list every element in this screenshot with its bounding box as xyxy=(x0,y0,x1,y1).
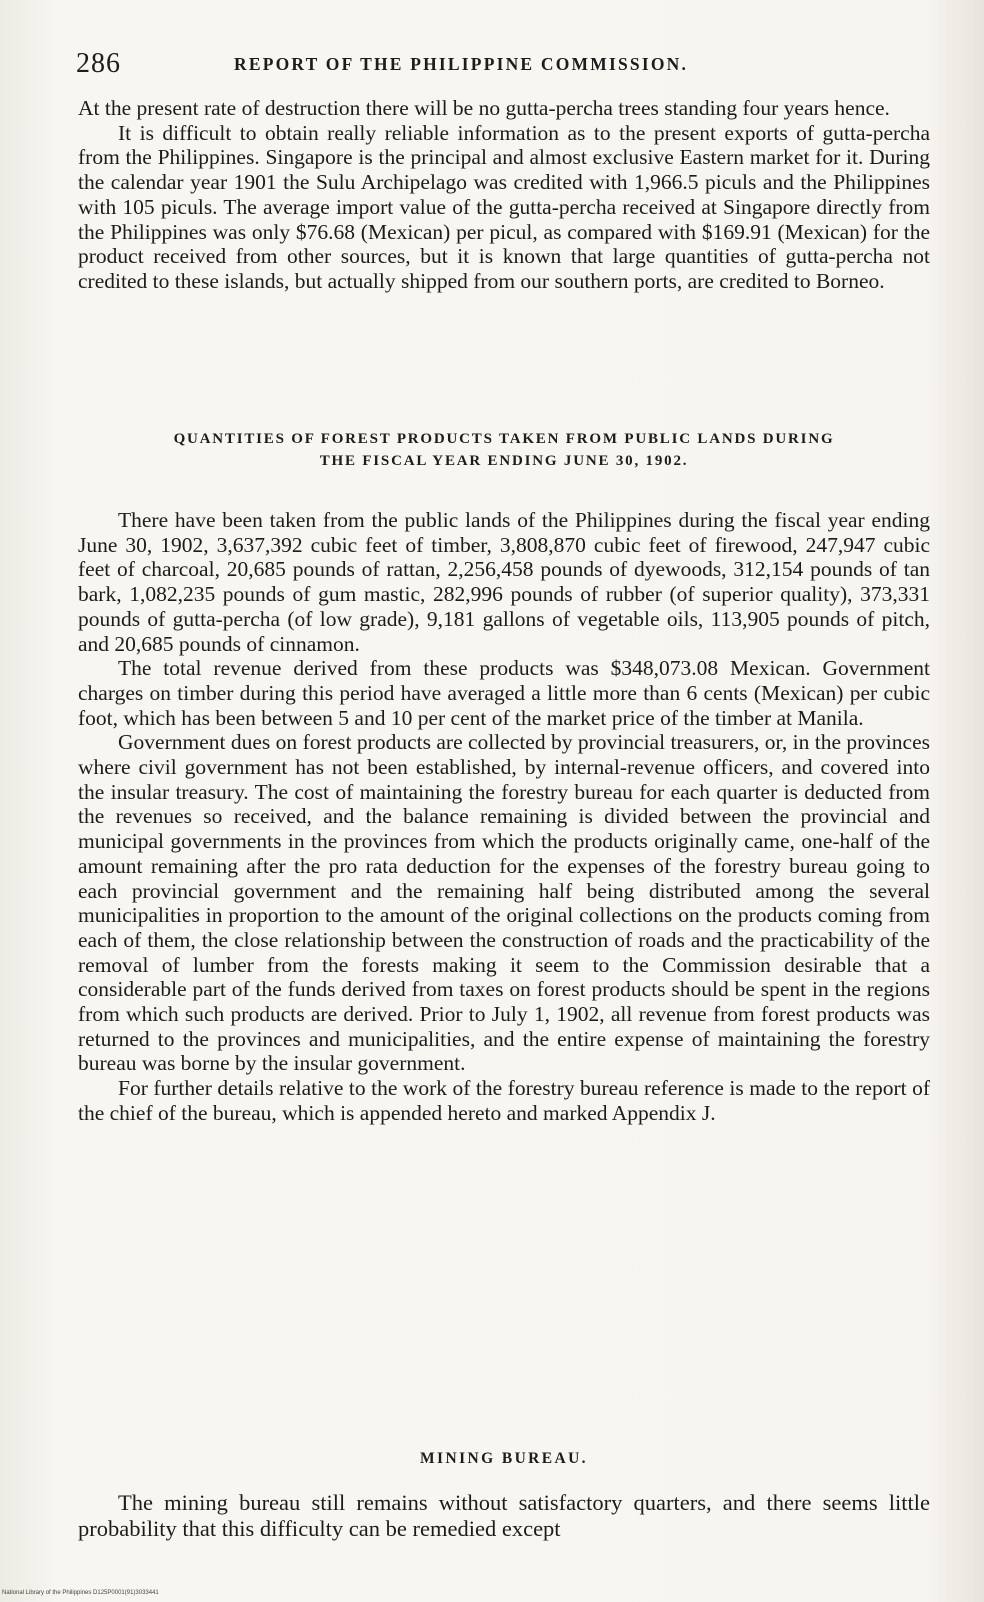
paragraph: At the present rate of destruction there will be no gutta-percha trees standing four years hence. xyxy=(78,96,890,120)
scan-footer-note: National Library of the Philippines D125P0001(91)3033441 xyxy=(2,1590,159,1596)
intro-text-block xyxy=(78,96,930,294)
running-head: REPORT OF THE PHILIPPINE COMMISSION. xyxy=(234,54,689,74)
page-number: 286 xyxy=(76,48,121,79)
section-heading-forest-products xyxy=(78,428,930,472)
paragraph: It is difficult to obtain really reliable information as to the present exports of gutta-percha from the Philippines. Singapore is the principal and almost exclusive Eastern market for it. During the calendar year 1901 the Sulu Archipelago was credited with 1,966.5 piculs and the Philippines with 105 piculs. The average import value of the gutta-percha received at Singapore directly from the Philippines was only $76.68 (Mexican) per picul, as compared with $169.91 (Mexican) for the product received from other sources, but it is known that large quantities of gutta-percha not credited to these islands, but actually shipped from our southern ports, are credited to Borneo. xyxy=(78,120,930,293)
paragraph: There have been taken from the public lands of the Philippines during the fiscal year ending June 30, 1902, 3,637,392 cubic feet of timber, 3,808,870 cubic feet of firewood, 247,947 cubic feet of charcoal, 20,685 pounds of rattan, 2,256,458 pounds of dyewoods, 312,154 pounds of tan bark, 1,082,235 pounds of gum mastic, 282,996 pounds of rubber (of superior quality), 373,331 pounds of gutta-percha (of low grade), 9,181 gallons of vegetable oils, 113,905 pounds of pitch, and 20,685 pounds of cinnamon. xyxy=(78,508,930,656)
heading-line: THE FISCAL YEAR ENDING JUNE 30, 1902. xyxy=(319,453,689,469)
heading-line: QUANTITIES OF FOREST PRODUCTS TAKEN FROM PUBLIC LANDS DURING xyxy=(173,431,835,447)
paragraph: The mining bureau still remains without satisfactory quarters, and there seems little probability that this difficulty can be remedied except xyxy=(78,1490,930,1541)
paragraph: For further details relative to the work of the forestry bureau reference is made to the report of the chief of the bureau, which is appended hereto and marked Appendix J. xyxy=(78,1076,930,1125)
page-header xyxy=(76,48,906,88)
paragraph: Government dues on forest products are collected by provincial treasurers, or, in the provinces where civil government has not been established, by internal-revenue officers, and covered into the insular treasury. The cost of maintaining the forestry bureau for each quarter is deducted from the revenues so received, and the balance remaining is divided between the provincial and municipal governments in the provinces from which the products originally came, one-half of the amount remaining after the pro rata deduction for the expenses of the forestry bureau going to each provincial government and the remaining half being distributed among the several municipalities in proportion to the amount of the original collections on the products coming from each of them, the close relationship between the construction of roads and the practicability of the removal of lumber from the forests making it seem to the Commission desirable that a considerable part of the funds derived from taxes on forest products should be spent in the regions from which such products are derived. Prior to July 1, 1902, all revenue from forest products was returned to the provinces and municipalities, and the entire expense of maintaining the forestry bureau was borne by the insular government. xyxy=(78,730,930,1076)
mining-text-block xyxy=(78,1490,930,1542)
paragraph: The total revenue derived from these products was $348,073.08 Mexican. Government charges on timber during this period have averaged a little more than 6 cents (Mexican) per cubic foot, which has been between 5 and 10 per cent of the market price of the timber at Manila. xyxy=(78,656,930,730)
forest-text-block xyxy=(78,508,930,1126)
section-heading-mining-bureau: MINING BUREAU. xyxy=(420,1450,588,1467)
